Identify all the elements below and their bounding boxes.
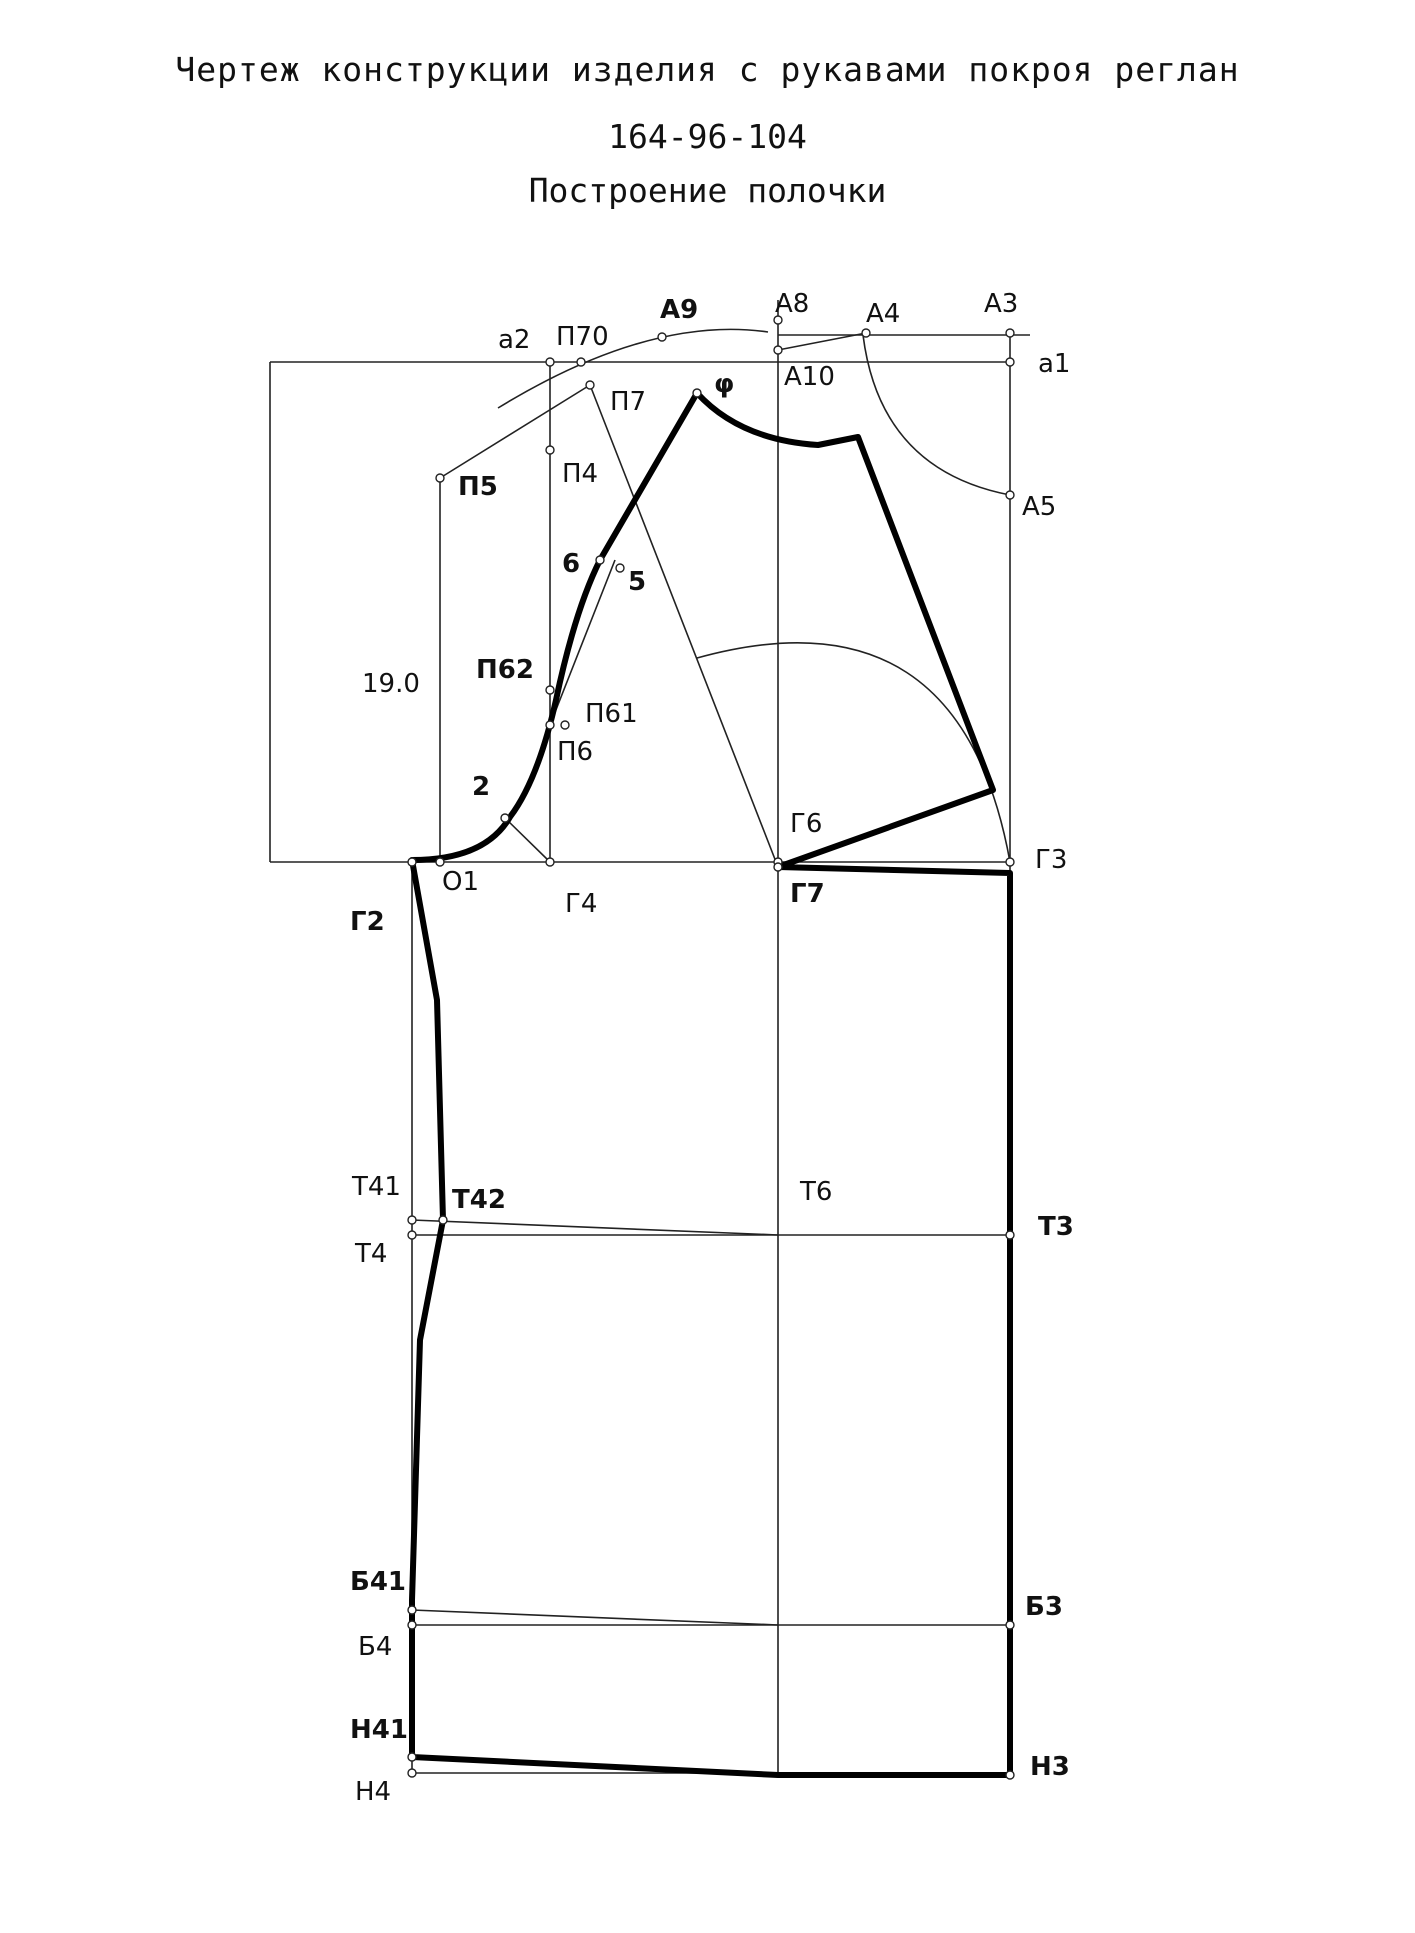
label-h3: Н3 xyxy=(1030,1752,1070,1782)
point-p7 xyxy=(586,381,594,389)
point-p4 xyxy=(546,446,554,454)
label-b3: Б3 xyxy=(1025,1592,1063,1622)
label-h41: Н41 xyxy=(350,1715,408,1745)
point-p70 xyxy=(577,358,585,366)
point-p62 xyxy=(546,686,554,694)
drawing-subtitle: Построение полочки xyxy=(528,171,887,210)
label-o1: О1 xyxy=(442,867,480,897)
label-p6: П6 xyxy=(557,737,594,767)
dimension-label: 19.0 xyxy=(362,669,420,699)
label-a1: а1 xyxy=(1038,349,1071,379)
label-t4: Т4 xyxy=(355,1239,388,1269)
label-g2: Г2 xyxy=(350,907,385,937)
construction-lines xyxy=(270,300,1030,1775)
label-a8: А8 xyxy=(775,289,810,319)
point-a1 xyxy=(1006,358,1014,366)
drawing-title: Чертеж конструкции изделия с рукавами покроя реглан xyxy=(175,50,1240,89)
label-g3: Г3 xyxy=(1035,845,1068,875)
point-6 xyxy=(596,556,604,564)
point-h3 xyxy=(1006,1771,1014,1779)
point-2 xyxy=(501,814,509,822)
point-p61 xyxy=(561,721,569,729)
size-designation: 164-96-104 xyxy=(608,117,807,156)
point-phi xyxy=(693,389,701,397)
label-a5: А5 xyxy=(1022,492,1057,522)
label-5: 5 xyxy=(628,567,647,597)
label-g4: Г4 xyxy=(565,889,598,919)
label-b41: Б41 xyxy=(350,1567,406,1597)
label-p7: П7 xyxy=(610,387,647,417)
label-p4: П4 xyxy=(562,459,599,489)
label-6: 6 xyxy=(562,549,581,579)
label-t3: Т3 xyxy=(1038,1212,1074,1242)
point-a9 xyxy=(658,333,666,341)
point-g2 xyxy=(408,858,416,866)
point-a4 xyxy=(862,329,870,337)
point-labels xyxy=(350,289,1074,1807)
label-t41: Т41 xyxy=(352,1172,401,1202)
point-a5 xyxy=(1006,491,1014,499)
point-g7 xyxy=(774,863,782,871)
point-a3 xyxy=(1006,329,1014,337)
label-p62: П62 xyxy=(476,655,534,685)
point-o1 xyxy=(436,858,444,866)
point-a10 xyxy=(774,346,782,354)
point-g3 xyxy=(1006,858,1014,866)
point-t3 xyxy=(1006,1231,1014,1239)
construction-points xyxy=(408,316,1014,1779)
label-a10: А10 xyxy=(784,362,835,392)
label-h4: Н4 xyxy=(355,1777,392,1807)
point-b41 xyxy=(408,1606,416,1614)
label-a3: А3 xyxy=(984,289,1019,319)
label-p61: П61 xyxy=(585,699,638,729)
point-b4 xyxy=(408,1621,416,1629)
label-a2: а2 xyxy=(498,325,531,355)
point-b3 xyxy=(1006,1621,1014,1629)
front-outline xyxy=(412,393,1010,1775)
point-t41 xyxy=(408,1216,416,1224)
label-t6: Т6 xyxy=(800,1177,833,1207)
point-g4 xyxy=(546,858,554,866)
label-g7: Г7 xyxy=(790,879,825,909)
label-p5: П5 xyxy=(458,472,498,502)
point-t42 xyxy=(439,1216,447,1224)
label-a4: А4 xyxy=(866,299,901,329)
point-h4 xyxy=(408,1769,416,1777)
label-g6: Г6 xyxy=(790,809,823,839)
point-h41 xyxy=(408,1753,416,1761)
label-2: 2 xyxy=(472,772,491,802)
label-p70: П70 xyxy=(556,322,609,352)
label-a9: А9 xyxy=(660,295,699,325)
point-p6 xyxy=(546,721,554,729)
point-p5 xyxy=(436,474,444,482)
point-a2 xyxy=(546,358,554,366)
label-phi: φ xyxy=(714,369,735,399)
label-t42: Т42 xyxy=(452,1185,506,1215)
point-5 xyxy=(616,564,624,572)
point-t4 xyxy=(408,1231,416,1239)
label-b4: Б4 xyxy=(358,1632,393,1662)
